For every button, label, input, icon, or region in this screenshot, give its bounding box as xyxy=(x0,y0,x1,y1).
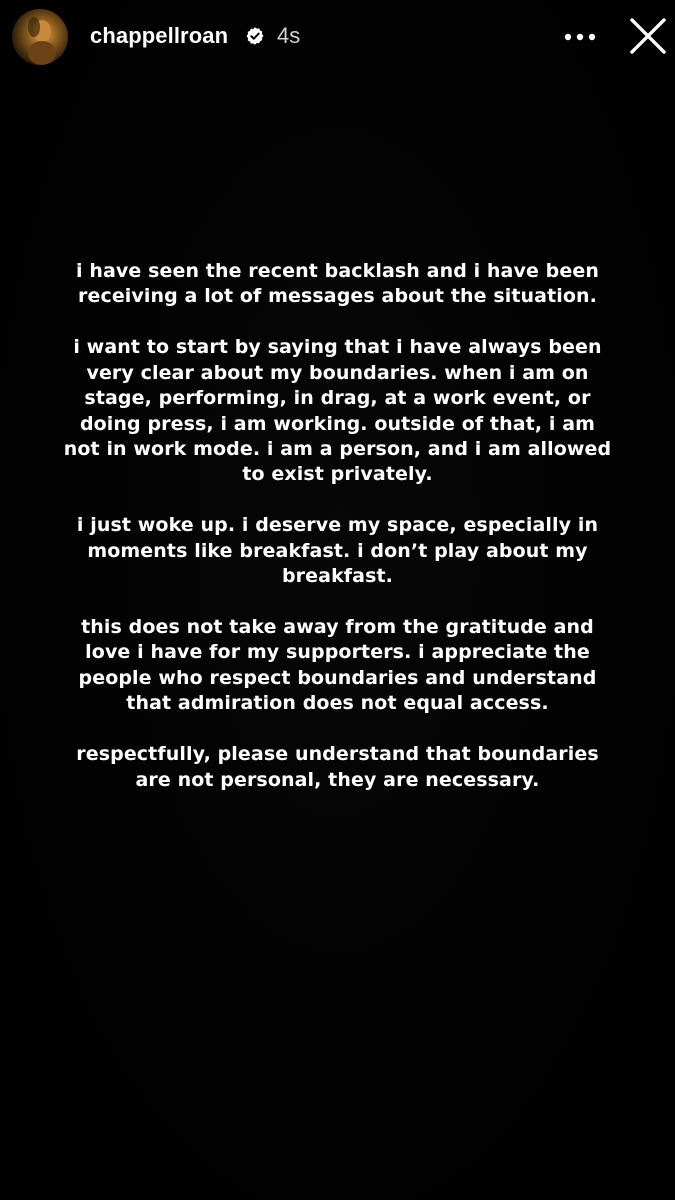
story-timestamp: 4s xyxy=(277,23,301,48)
avatar-image xyxy=(12,9,68,65)
more-options-icon[interactable] xyxy=(558,24,602,50)
story-text xyxy=(60,259,615,793)
story-paragraph: respectfully, please understand that boundaries are not personal, they are necessary. xyxy=(76,743,599,791)
story-paragraph: i just woke up. i deserve my space, especially in moments like breakfast. i don’t play about my breakfast. xyxy=(76,514,599,588)
verified-badge-icon xyxy=(245,26,265,46)
close-icon[interactable] xyxy=(626,16,670,56)
profile-avatar[interactable] xyxy=(12,9,68,65)
username[interactable]: chappellroan xyxy=(90,23,229,48)
story-paragraph: this does not take away from the gratitude and love i have for my supporters. i appreciate the people who respect boundaries and understand that admiration does not equal access. xyxy=(78,615,597,715)
story-paragraph: i have seen the recent backlash and i have been receiving a lot of messages about the situation. xyxy=(76,260,599,308)
story-header xyxy=(0,0,675,74)
story-paragraph: i want to start by saying that i have always been very clear about my boundaries. when i am on stage, performing, in drag, at a work event, or doing press, i am working. outside of that, i am not in work mode. i am a person, and i am allowed to exist privately. xyxy=(63,336,612,486)
